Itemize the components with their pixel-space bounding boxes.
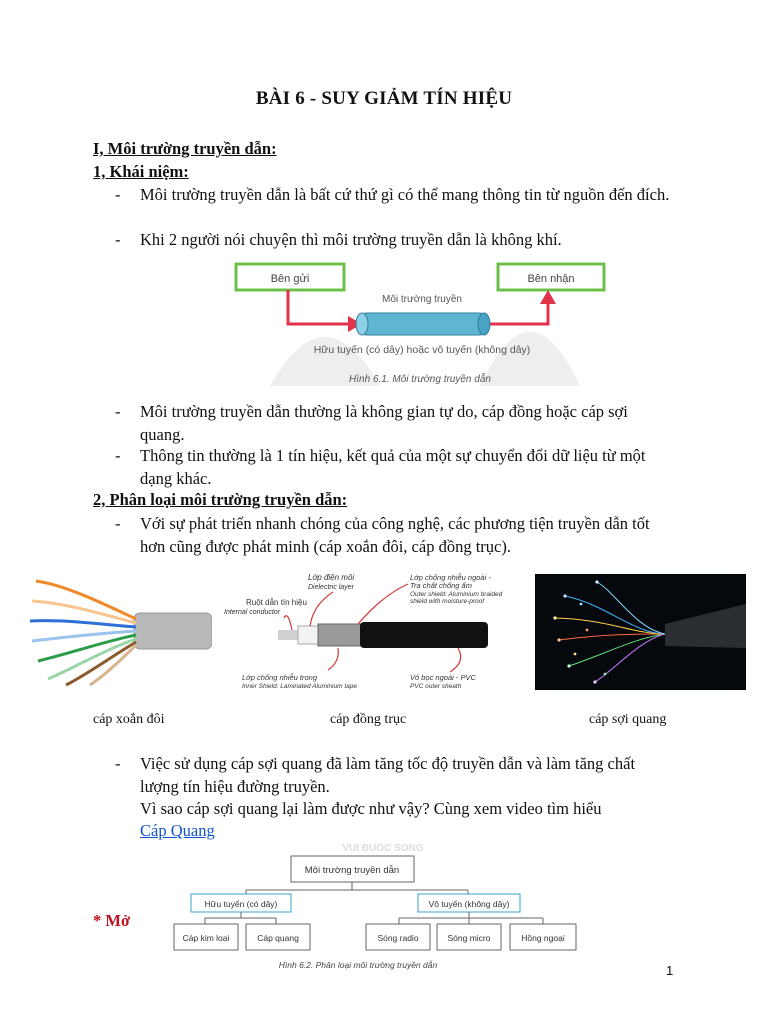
pointer-arrow — [310, 592, 333, 626]
coaxial-cable-image — [218, 570, 530, 692]
caption-twisted-pair: cáp xoắn đôi — [93, 712, 165, 727]
leaf-label: Hồng ngoại — [521, 933, 565, 943]
page-title: BÀI 6 - SUY GIẢM TÍN HIỆU — [255, 88, 513, 109]
bullet-item: - Môi trường truyền dẫn là bất cứ thứ gì có thể mang thông tin từ nguồn đến đích. — [115, 185, 670, 204]
leaf-label: Sóng micro — [447, 933, 491, 943]
cable-jacket — [134, 613, 212, 649]
pointer-arrow — [284, 616, 292, 630]
label-sheath-en: PVC outer sheath — [410, 683, 462, 690]
figure-transmission-medium — [230, 258, 620, 398]
fiber-optic-image — [535, 574, 746, 690]
figure-caption: Hình 6.2. Phân loại môi trường truyền dẫn — [278, 960, 438, 970]
label-dielectric: Lớp điện môi — [308, 573, 355, 582]
pointer-arrow — [358, 584, 408, 624]
figure-classification-tree — [168, 840, 598, 976]
outer-sheath — [360, 622, 488, 648]
braid-shield — [318, 624, 364, 646]
label-outer-shield-en: shield with moisture-proof — [410, 598, 485, 605]
bullet-item: - Khi 2 người nói chuyện thì môi trường truyền dẫn là không khí. — [115, 230, 562, 249]
star-note: * Mở — [93, 911, 131, 930]
cable-end — [356, 313, 368, 335]
label-conductor-en: Internal conductor — [224, 609, 281, 616]
label-outer-shield: Lớp chống nhiễu ngoài - — [410, 573, 491, 582]
bullet-item: - Môi trường truyền dẫn thường là không gian tự do, cáp đồng hoặc cáp sợi quang. — [115, 402, 628, 444]
leaf-label: Cáp quang — [257, 933, 299, 943]
bullet-item: - Với sự phát triển nhanh chóng của công nghệ, các phương tiện truyền dẫn tốt hơn cũng được phát minh (cáp xoắn đôi, cáp đồng trục). — [115, 514, 650, 556]
cable-end — [478, 313, 490, 335]
caption-fiber: cáp sợi quang — [589, 712, 667, 727]
bullet-item: - Việc sử dụng cáp sợi quang đã làm tăng tốc độ truyền dẫn và làm tăng chất lượng tín hiệu đường truyền. — [115, 754, 636, 796]
section-heading: I, Môi trường truyền dẫn: — [93, 139, 277, 158]
watermark-text: VUI ĐUOC SONG — [342, 843, 424, 854]
label-dielectric-en: Dielectric layer — [308, 584, 354, 591]
label-conductor: Ruột dẫn tín hiệu — [246, 598, 307, 607]
label-inner-shield-en: Inner Shield: Laminated Aluminium tape — [242, 683, 358, 690]
video-link-text[interactable]: Cáp Quang — [140, 821, 215, 840]
wireless-label: Vô tuyến (không dây) — [428, 899, 510, 909]
video-link[interactable] — [140, 821, 215, 841]
twisted-pair-image — [26, 575, 212, 687]
pointer-arrow — [328, 648, 338, 670]
leaf-label: Cáp kim loại — [182, 933, 230, 943]
page-number: 1 — [666, 963, 674, 978]
subheading-classification: 2, Phân loại môi trường truyền dẫn: — [93, 490, 348, 509]
bullet-item: - Thông tin thường là 1 tín hiệu, kết quả của một sự chuyển đổi dữ liệu từ một dạng khác. — [115, 446, 646, 488]
arrow-line — [488, 304, 548, 324]
label-sheath: Vỏ bọc ngoài - PVC — [410, 673, 476, 682]
wired-note: Hữu tuyến (có dây) hoặc vô tuyến (không dây) — [313, 344, 531, 356]
question-text: Vì sao cáp sợi quang lại làm được như vậy? Cùng xem video tìm hiểu — [140, 799, 602, 818]
label-outer-shield-en: Outer shield: Aluminium braided — [410, 591, 503, 598]
cable-body — [362, 313, 484, 335]
figure-caption: Hình 6.1. Môi trường truyền dẫn — [349, 374, 491, 385]
receiver-label: Bên nhận — [527, 273, 575, 285]
label-inner-shield: Lớp chống nhiễu trong — [242, 673, 318, 682]
arrow-head — [540, 290, 556, 304]
label-outer-shield-2: Tra chất chống ẩm — [410, 581, 472, 590]
arrow-line — [288, 290, 348, 324]
caption-coax: cáp đồng trục — [330, 712, 407, 727]
root-label: Môi trường truyền dẫn — [304, 865, 400, 876]
subheading-concept: 1, Khái niệm: — [93, 162, 189, 181]
medium-label: Môi trường truyền — [382, 294, 462, 305]
wired-label: Hữu tuyến (có dây) — [204, 899, 278, 909]
pointer-arrow — [450, 648, 461, 672]
watermark-shape — [480, 332, 580, 386]
sender-label: Bên gửi — [270, 273, 310, 285]
leaf-label: Sóng radio — [377, 933, 419, 943]
